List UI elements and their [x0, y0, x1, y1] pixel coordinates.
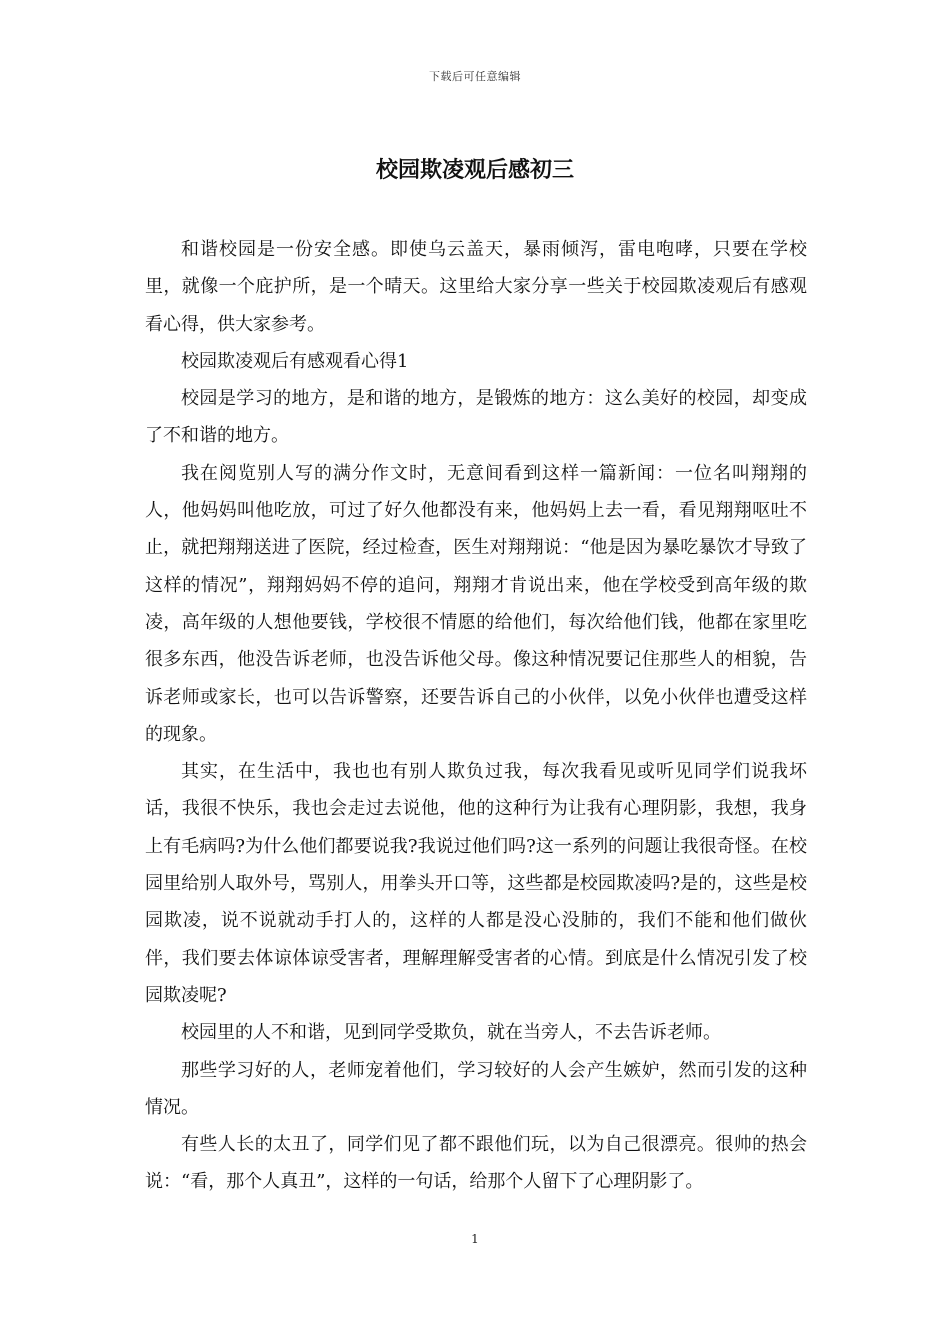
paragraph: 校园里的人不和谐，见到同学受欺负，就在当旁人，不去告诉老师。 [181, 1022, 721, 1044]
paragraph: 我在阅览别人写的满分作文时，无意间看到这样一篇新闻：一位名叫翔翔的人，他妈妈叫他吃放，可过了好久他都没有来，他妈妈上去一看，看见翔翔呕吐不止，就把翔翔送进了医院，经过检查，医生对翔翔说：“他是因为暴吃暴饮才导致了这样的情况”，翔翔妈妈不停的追问，翔翔才肯说出来，他在学校受到高年级的欺凌，高年级的人想他要钱，学校很不情愿的给他们，每次给他们钱，他都在家里吃很多东西，他没告诉老师，也没告诉他父母。像这种情况要记住那些人的相貌，告诉老师或家长，也可以告诉警察，还要告诉自己的小伙伴，以免小伙伴也遭受这样的现象。 [145, 462, 807, 745]
paragraph-intro: 和谐校园是一份安全感。即使乌云盖天，暴雨倾泻，雷电咆哮，只要在学校里，就像一个庇护所，是一个晴天。这里给大家分享一些关于校园欺凌观后有感观看心得，供大家参考。 [145, 239, 807, 335]
page-header-note: 下载后可任意编辑 [429, 70, 521, 83]
paragraph: 校园是学习的地方，是和谐的地方，是锻炼的地方：这么美好的校园，却变成了不和谐的地方。 [145, 388, 807, 447]
document-title: 校园欺凌观后感初三 [375, 157, 574, 183]
document-body [145, 231, 807, 1201]
page-number: 1 [471, 1232, 479, 1246]
section-heading: 校园欺凌观后有感观看心得1 [181, 350, 409, 372]
paragraph: 有些人长的太丑了，同学们见了都不跟他们玩，以为自己很漂亮。很帅的热会说：“看，那个人真丑”，这样的一句话，给那个人留下了心理阴影了。 [145, 1134, 807, 1193]
paragraph: 那些学习好的人，老师宠着他们，学习较好的人会产生嫉妒，然而引发的这种情况。 [145, 1059, 807, 1118]
paragraph: 其实，在生活中，我也也有别人欺负过我，每次我看见或听见同学们说我坏话，我很不快乐，我也会走过去说他，他的这种行为让我有心理阴影，我想，我身上有毛病吗?为什么他们都要说我?我说过他们吗?这一系列的问题让我很奇怪。在校园里给别人取外号，骂别人，用拳头开口等，这些都是校园欺凌吗?是的，这些是校园欺凌，说不说就动手打人的，这样的人都是没心没肺的，我们不能和他们做伙伴，我们要去体谅体谅受害者，理解理解受害者的心情。到底是什么情况引发了校园欺凌呢? [145, 761, 807, 1006]
